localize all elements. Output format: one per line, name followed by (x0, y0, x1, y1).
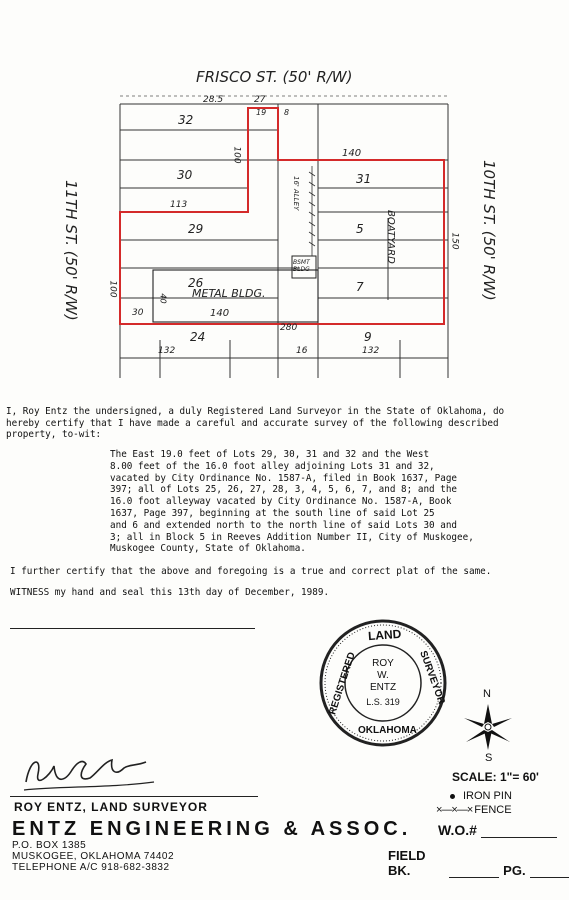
legend-iron-pin (450, 790, 512, 802)
fence-line (309, 166, 315, 256)
dimension-label: 113 (170, 200, 188, 210)
lot-number: 24 (190, 330, 206, 344)
street-name-left: 11TH ST. (50' R/W) (62, 180, 80, 321)
dimension-label: 100 (107, 280, 118, 298)
signature-line (10, 796, 258, 797)
surveyor-seal (318, 618, 448, 748)
handwritten-signature (20, 752, 160, 797)
po-box: P.O. BOX 1385 (12, 840, 87, 851)
lot-number: 7 (356, 280, 364, 294)
dimension-label: 19 (256, 108, 267, 117)
south-label: S (485, 752, 493, 764)
metal-building-label: METAL BLDG. (192, 287, 266, 300)
dimension-label: 16 (296, 346, 308, 356)
seal-name-middle: W. (377, 670, 389, 681)
signature-line-top (10, 628, 255, 629)
legend-field-book (388, 848, 569, 878)
seal-left-arc: REGISTERED (327, 650, 358, 717)
fence-label: FENCE (474, 804, 512, 816)
dimension-label: 30 (132, 308, 144, 318)
boatyard-label: BOATYARD (385, 210, 396, 264)
dimension-label: 140 (342, 148, 362, 159)
scale-label: SCALE: 1"= 60' (452, 770, 539, 784)
seal-license: L.S. 319 (366, 697, 400, 707)
legend-fence (436, 804, 512, 816)
legend-wo (438, 822, 557, 838)
dimension-label: 132 (362, 346, 380, 356)
seal-right-arc: SURVEYOR (417, 649, 447, 706)
north-arrow (458, 688, 518, 768)
wo-label: W.O.# (438, 822, 477, 838)
lot-number: 9 (364, 330, 372, 344)
seal-name-first: ROY (372, 658, 394, 669)
lot-number: 5 (356, 222, 364, 236)
north-label: N (483, 688, 491, 700)
firm-name: ENTZ ENGINEERING & ASSOC. (12, 818, 412, 840)
lot-number: 30 (177, 168, 193, 182)
certification-further: I further certify that the above and foregoing is a true and correct plat of the same. (10, 566, 492, 577)
seal-bottom-arc: OKLAHOMA (358, 725, 417, 736)
surveyor-title: ROY ENTZ, LAND SURVEYOR (14, 800, 208, 814)
page-label: PG. (503, 863, 526, 878)
lot-number: 29 (188, 222, 204, 236)
property-description: The East 19.0 feet of Lots 29, 30, 31 and 32 and the West 8.00 feet of the 16.0 foot alley adjoining Lots 31 and 32, vacated by City Ordinance No. 1587-A, filed in Book 1637, Page 397; all of Lots 25, 26, 27, 28, 3, 4, 5, 6, 7, and 8; and the 16.0 foot alleyway vacated by City Ordinance No. 1587-A, Book 1637, Page 397, beginning at the south line of said Lot 25 and 6 and extended north to the north line of said Lots 30 and 3; all in Block 5 in Reeves Addition Number II, City of Muskogee, Muskogee County, State of Oklahoma. (110, 449, 474, 555)
dimension-label: 8 (284, 108, 290, 117)
lot-number: 31 (356, 172, 372, 186)
city-address: MUSKOGEE, OKLAHOMA 74402 (12, 851, 175, 862)
seal-top-arc: LAND (367, 626, 402, 644)
seal-name-last: ENTZ (369, 682, 397, 693)
block-outline (120, 104, 448, 378)
dimension-label: 150 (449, 232, 460, 250)
iron-pin-icon (450, 794, 455, 799)
street-name-top: FRISCO ST. (50' R/W) (196, 68, 353, 86)
certification-intro: I, Roy Entz the undersigned, a duly Registered Land Surveyor in the State of Oklahoma, do hereby certify that I have made a careful and accurate survey of the following described property, to-wit: (6, 406, 505, 441)
small-building-label: BSMT BLDG (293, 259, 310, 273)
lot-number: 32 (178, 113, 194, 127)
dimension-label: 27 (254, 95, 266, 105)
alley-label: 16' ALLEY (292, 176, 300, 211)
certification-witness: WITNESS my hand and seal this 13th day of December, 1989. (10, 587, 330, 598)
fence-icon: ×—×—× (436, 804, 473, 816)
dimension-label: 100 (231, 146, 242, 164)
dimension-label: 28.5 (203, 95, 224, 105)
iron-pin-label: IRON PIN (463, 790, 512, 802)
phone: TELEPHONE A/C 918-682-3832 (12, 862, 170, 873)
dimension-label: 132 (158, 346, 176, 356)
field-book-blank (449, 865, 499, 878)
wo-blank (481, 823, 557, 838)
page-blank (530, 865, 569, 878)
dimension-label: 280 (280, 323, 298, 333)
lot-number: 26 (188, 276, 204, 290)
dimension-label: 40 (158, 293, 168, 304)
compass-icon (458, 702, 518, 752)
field-book-label: FIELD BK. (388, 848, 426, 878)
street-name-right: 10TH ST. (50' R/W) (480, 160, 498, 301)
dimension-label: 140 (210, 308, 230, 319)
